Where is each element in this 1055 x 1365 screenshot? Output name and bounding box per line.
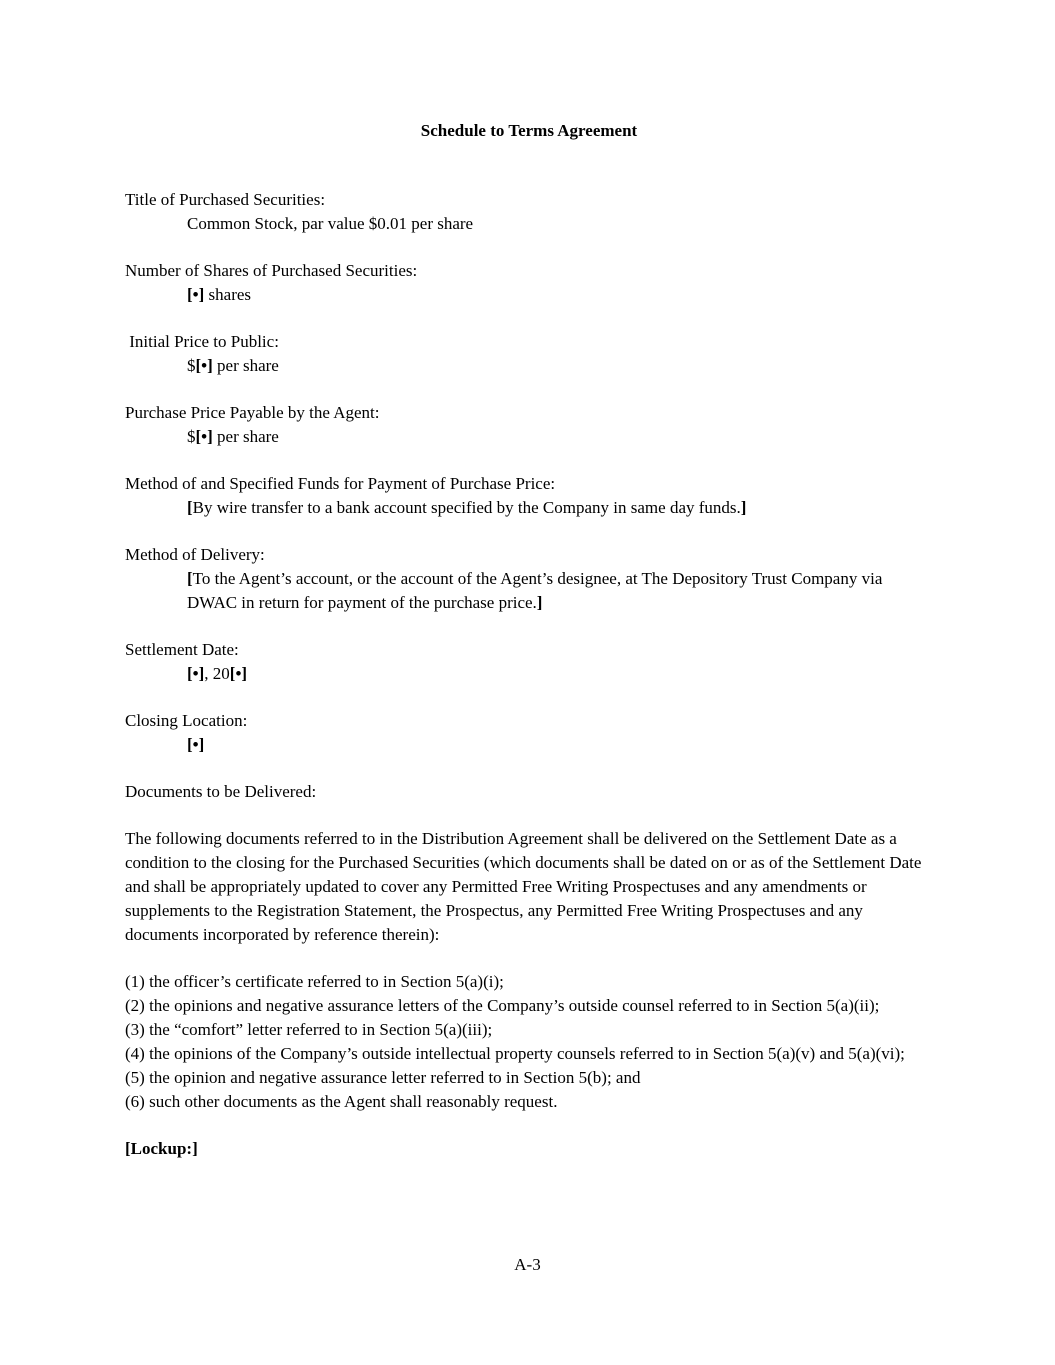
field-label: Method of Delivery: bbox=[125, 545, 265, 564]
field-block-initial-price bbox=[125, 330, 933, 378]
field-label: Initial Price to Public: bbox=[125, 332, 279, 351]
documents-heading: Documents to be Delivered: bbox=[125, 782, 317, 801]
field-value: [By wire transfer to a bank account specified by the Company in same day funds.] bbox=[187, 498, 747, 517]
field-value: [•], 20[•] bbox=[187, 664, 248, 683]
field-block-settlement-date bbox=[125, 638, 933, 686]
field-value: [•] bbox=[187, 735, 205, 754]
document-title: Schedule to Terms Agreement bbox=[420, 121, 638, 140]
field-block-method-of-payment bbox=[125, 472, 933, 520]
intro-paragraph: The following documents referred to in the Distribution Agreement shall be delivered on the Settlement Date as a condition to the closing for the Purchased Securities (which documents shall be dated on or as of the Settlement Date and shall be appropriately updated to cover any Permitted Free Writing Prospectuses and any amendments or supplements to the Registration Statement, the Prospectus, any Permitted Free Writing Prospectuses and any documents incorporated by reference therein): bbox=[125, 829, 922, 944]
field-label: Settlement Date: bbox=[125, 640, 239, 659]
field-value: $[•] per share bbox=[187, 427, 279, 446]
field-value: $[•] per share bbox=[187, 356, 279, 375]
list-item: (5) the opinion and negative assurance letter referred to in Section 5(b); and bbox=[125, 1068, 641, 1087]
lockup-note: [Lockup:] bbox=[125, 1139, 198, 1158]
list-item: (1) the officer’s certificate referred to in Section 5(a)(i); bbox=[125, 972, 504, 991]
field-block-title-of-securities bbox=[125, 188, 933, 236]
field-label: Title of Purchased Securities: bbox=[125, 190, 326, 209]
field-value: Common Stock, par value $0.01 per share bbox=[187, 214, 474, 233]
field-label: Purchase Price Payable by the Agent: bbox=[125, 403, 380, 422]
document-list bbox=[125, 970, 933, 1114]
field-label: Method of and Specified Funds for Payment of Purchase Price: bbox=[125, 474, 556, 493]
page-number: A-3 bbox=[514, 1255, 541, 1274]
field-value: [To the Agent’s account, or the account of the Agent’s designee, at The Depository Trust Company via DWAC in return for payment of the purchase price.] bbox=[187, 569, 883, 612]
field-block-number-of-shares bbox=[125, 259, 933, 307]
list-item: (6) such other documents as the Agent shall reasonably request. bbox=[125, 1092, 558, 1111]
list-item: (3) the “comfort” letter referred to in Section 5(a)(iii); bbox=[125, 1020, 493, 1039]
field-block-closing-location bbox=[125, 709, 933, 757]
list-item: (2) the opinions and negative assurance letters of the Company’s outside counsel referred to in Section 5(a)(ii); bbox=[125, 996, 880, 1015]
field-label: Number of Shares of Purchased Securities: bbox=[125, 261, 418, 280]
field-block-method-of-delivery bbox=[125, 543, 933, 615]
field-label: Closing Location: bbox=[125, 711, 248, 730]
list-item: (4) the opinions of the Company’s outside intellectual property counsels referred to in Section 5(a)(v) and 5(a)(vi); bbox=[125, 1044, 905, 1063]
field-value: [•] shares bbox=[187, 285, 252, 304]
field-block-purchase-price bbox=[125, 401, 933, 449]
